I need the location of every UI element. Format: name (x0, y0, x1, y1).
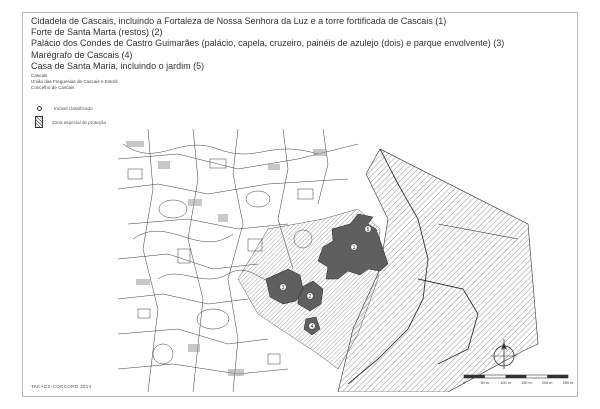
title-line-2: Forte de Santa Marta (restos) (2) (31, 27, 163, 38)
marker-1: 1 (352, 245, 356, 251)
marker-3: 3 (281, 285, 285, 291)
title-line-3: Palácio dos Condes de Castro Guimarães (palácio, capela, cruzeiro, painéis de azulejo (dois) e parque envolvente) (3) (31, 38, 505, 49)
hatch-swatch-icon (35, 116, 43, 128)
marker-4: 4 (310, 324, 314, 330)
location-parish: União das Freguesias de Cascais e Estoril (31, 79, 118, 85)
map-legend (35, 101, 106, 129)
location-block (31, 73, 118, 92)
legend-item-protection-zone (35, 115, 106, 129)
legend-label-classified: Imóvel classificado (54, 105, 93, 111)
scale-tick-200: 200 m (541, 381, 553, 385)
marker-5: 5 (366, 227, 370, 233)
scale-tick-0: 0 (462, 381, 466, 385)
title-block (31, 16, 571, 72)
location-municipality: Concelho de Cascais (31, 85, 75, 91)
title-line-1: Cidadela de Cascais, incluindo a Fortaleza de Nossa Senhora da Luz e a torre fortificada de Cascais (1) (31, 16, 447, 26)
scale-tick-150: 150 m (521, 381, 532, 385)
scale-tick-50: 50 m (480, 381, 490, 385)
map-sheet (22, 12, 578, 397)
footer-credit: TAKACS-CONCORD 2014 (31, 384, 92, 389)
location-locality: Cascais (31, 73, 48, 78)
marker-2: 2 (308, 294, 312, 300)
scale-bar (460, 372, 576, 388)
north-arrow (490, 339, 518, 371)
scale-tick-250: 250 m (562, 381, 574, 385)
legend-item-classified (35, 101, 106, 115)
title-line-4: Marégrafo de Cascais (4) (31, 49, 133, 60)
north-label: N (502, 339, 506, 343)
circle-icon (37, 106, 42, 111)
legend-label-protection-zone: Zona especial de proteção (52, 119, 107, 125)
title-line-5: Casa de Santa Maria, incluindo o jardim (5) (31, 60, 205, 71)
scale-tick-100: 100 m (500, 381, 511, 385)
